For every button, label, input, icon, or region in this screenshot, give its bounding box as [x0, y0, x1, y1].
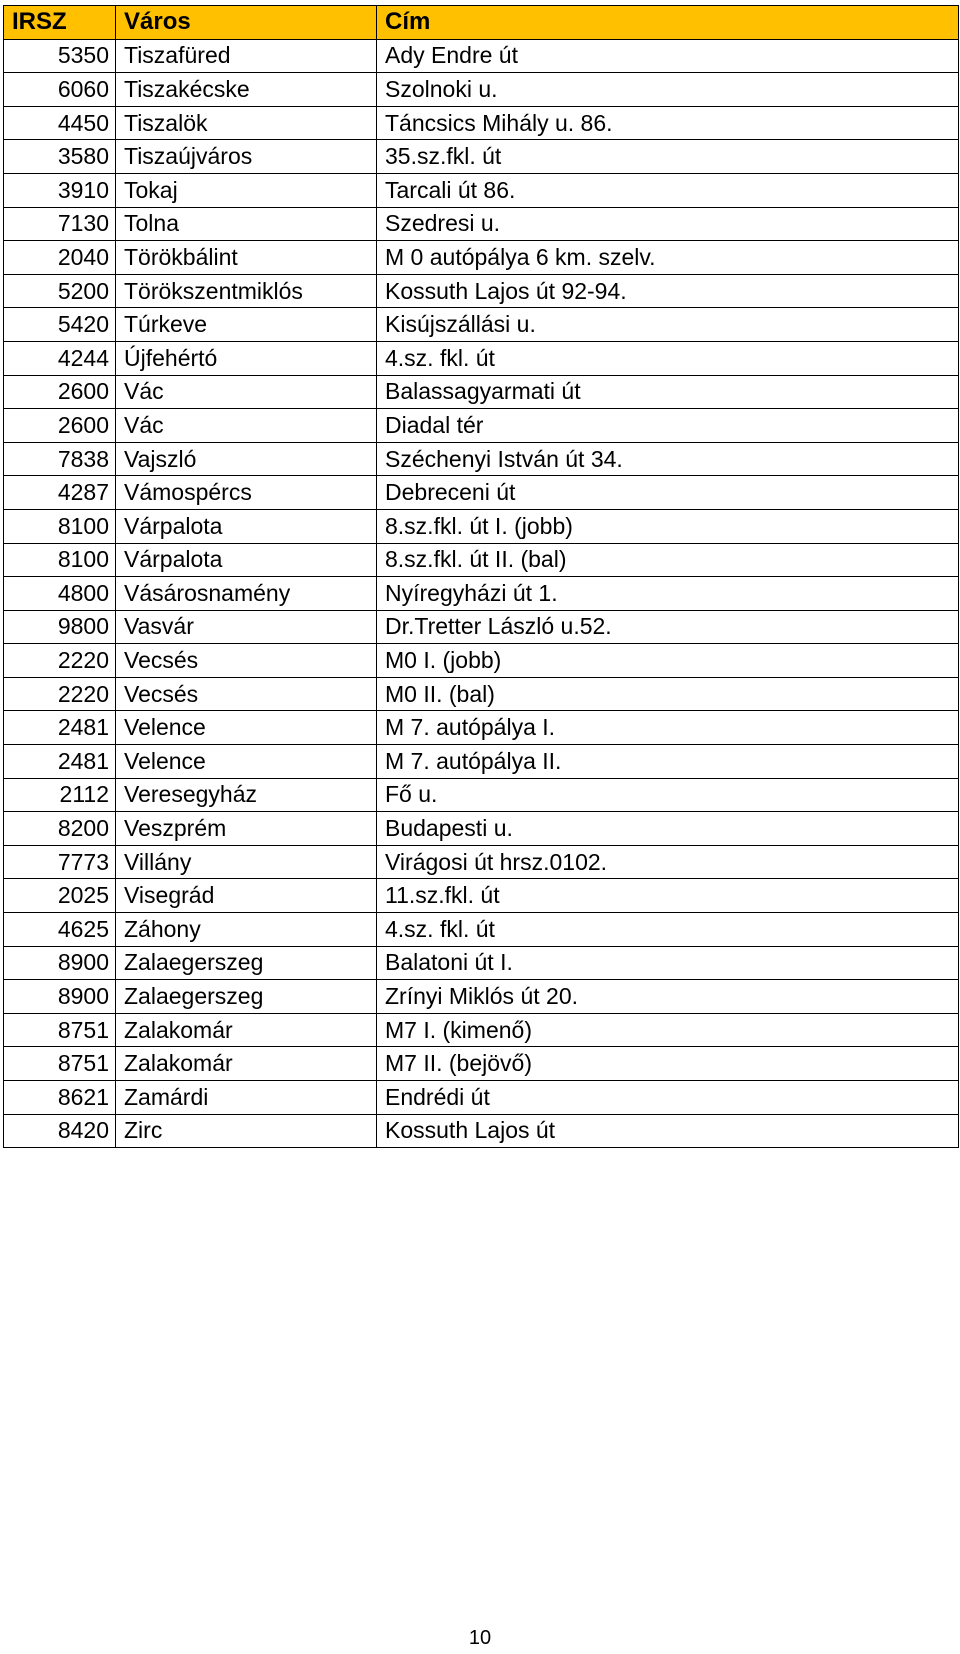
cell-city: Vecsés: [116, 644, 377, 678]
cell-address: Balassagyarmati út: [377, 375, 959, 409]
cell-address: Nyíregyházi út 1.: [377, 577, 959, 611]
table-row: [4, 140, 959, 174]
table-row: [4, 980, 959, 1014]
table-row: [4, 879, 959, 913]
table-row: [4, 241, 959, 275]
table-row: [4, 812, 959, 846]
cell-address: M 0 autópálya 6 km. szelv.: [377, 241, 959, 275]
cell-zip: 9800: [4, 610, 116, 644]
table-row: [4, 778, 959, 812]
cell-city: Záhony: [116, 913, 377, 947]
cell-zip: 2112: [4, 778, 116, 812]
cell-city: Velence: [116, 711, 377, 745]
table-row: [4, 1114, 959, 1148]
cell-city: Tiszalök: [116, 106, 377, 140]
cell-address: Kossuth Lajos út 92-94.: [377, 274, 959, 308]
cell-zip: 8420: [4, 1114, 116, 1148]
cell-address: 8.sz.fkl. út I. (jobb): [377, 509, 959, 543]
cell-address: Táncsics Mihály u. 86.: [377, 106, 959, 140]
cell-city: Tiszafüred: [116, 39, 377, 73]
table-row: [4, 610, 959, 644]
cell-city: Várpalota: [116, 509, 377, 543]
cell-city: Tiszaújváros: [116, 140, 377, 174]
cell-city: Újfehértó: [116, 341, 377, 375]
cell-zip: 3580: [4, 140, 116, 174]
table-row: [4, 375, 959, 409]
table-row: [4, 476, 959, 510]
cell-city: Tiszakécske: [116, 73, 377, 107]
cell-address: 8.sz.fkl. út II. (bal): [377, 543, 959, 577]
cell-zip: 6060: [4, 73, 116, 107]
table-row: [4, 543, 959, 577]
table-body: [4, 39, 959, 1148]
cell-address: M 7. autópálya II.: [377, 745, 959, 779]
table-row: [4, 39, 959, 73]
cell-city: Zalaegerszeg: [116, 946, 377, 980]
cell-city: Törökszentmiklós: [116, 274, 377, 308]
table-row: [4, 745, 959, 779]
cell-city: Túrkeve: [116, 308, 377, 342]
cell-zip: 5350: [4, 39, 116, 73]
table-row: [4, 442, 959, 476]
cell-zip: 4450: [4, 106, 116, 140]
cell-zip: 8751: [4, 1047, 116, 1081]
cell-city: Vác: [116, 375, 377, 409]
cell-address: M0 II. (bal): [377, 677, 959, 711]
table-row: [4, 946, 959, 980]
cell-address: Szolnoki u.: [377, 73, 959, 107]
cell-zip: 4244: [4, 341, 116, 375]
cell-zip: 7773: [4, 845, 116, 879]
cell-zip: 8621: [4, 1081, 116, 1115]
cell-zip: 8200: [4, 812, 116, 846]
table-row: [4, 913, 959, 947]
table-row: [4, 677, 959, 711]
table-row: [4, 509, 959, 543]
cell-address: Tarcali út 86.: [377, 173, 959, 207]
cell-zip: 2481: [4, 745, 116, 779]
table-row: [4, 73, 959, 107]
cell-zip: 4287: [4, 476, 116, 510]
cell-zip: 8751: [4, 1013, 116, 1047]
table-row: [4, 341, 959, 375]
cell-city: Tolna: [116, 207, 377, 241]
cell-zip: 7130: [4, 207, 116, 241]
cell-zip: 2481: [4, 711, 116, 745]
cell-zip: 8100: [4, 509, 116, 543]
cell-address: Debreceni út: [377, 476, 959, 510]
cell-city: Vajszló: [116, 442, 377, 476]
table-row: [4, 173, 959, 207]
cell-address: 4.sz. fkl. út: [377, 341, 959, 375]
cell-address: Széchenyi István út 34.: [377, 442, 959, 476]
cell-zip: 8100: [4, 543, 116, 577]
cell-address: Dr.Tretter László u.52.: [377, 610, 959, 644]
cell-zip: 5420: [4, 308, 116, 342]
cell-zip: 4625: [4, 913, 116, 947]
page-number: 10: [468, 1627, 492, 1649]
cell-zip: 2025: [4, 879, 116, 913]
cell-address: Virágosi út hrsz.0102.: [377, 845, 959, 879]
table-row: [4, 711, 959, 745]
cell-address: M7 II. (bejövő): [377, 1047, 959, 1081]
cell-address: Zrínyi Miklós út 20.: [377, 980, 959, 1014]
cell-city: Vasvár: [116, 610, 377, 644]
cell-city: Zirc: [116, 1114, 377, 1148]
cell-city: Törökbálint: [116, 241, 377, 275]
cell-city: Vác: [116, 409, 377, 443]
cell-zip: 2600: [4, 409, 116, 443]
header-zip: IRSZ: [4, 6, 116, 40]
cell-address: 35.sz.fkl. út: [377, 140, 959, 174]
cell-address: Fő u.: [377, 778, 959, 812]
table-row: [4, 409, 959, 443]
table-row: [4, 207, 959, 241]
table-header: [4, 6, 959, 40]
cell-address: Balatoni út I.: [377, 946, 959, 980]
cell-address: Budapesti u.: [377, 812, 959, 846]
header-row: [4, 6, 959, 40]
cell-address: Kossuth Lajos út: [377, 1114, 959, 1148]
cell-zip: 2220: [4, 677, 116, 711]
cell-address: M 7. autópálya I.: [377, 711, 959, 745]
cell-city: Velence: [116, 745, 377, 779]
cell-zip: 2040: [4, 241, 116, 275]
cell-city: Vásárosnamény: [116, 577, 377, 611]
cell-zip: 8900: [4, 946, 116, 980]
table-row: [4, 577, 959, 611]
header-address: Cím: [377, 6, 959, 40]
cell-zip: 2600: [4, 375, 116, 409]
cell-city: Zalakomár: [116, 1013, 377, 1047]
table-row: [4, 1013, 959, 1047]
cell-zip: 3910: [4, 173, 116, 207]
cell-city: Tokaj: [116, 173, 377, 207]
cell-city: Veszprém: [116, 812, 377, 846]
cell-city: Villány: [116, 845, 377, 879]
cell-city: Veresegyház: [116, 778, 377, 812]
cell-city: Várpalota: [116, 543, 377, 577]
cell-address: Ady Endre út: [377, 39, 959, 73]
table-row: [4, 845, 959, 879]
cell-address: Diadal tér: [377, 409, 959, 443]
table-row: [4, 1081, 959, 1115]
cell-address: M7 I. (kimenő): [377, 1013, 959, 1047]
cell-zip: 2220: [4, 644, 116, 678]
cell-city: Vámospércs: [116, 476, 377, 510]
cell-city: Zalakomár: [116, 1047, 377, 1081]
table-row: [4, 308, 959, 342]
cell-address: Kisújszállási u.: [377, 308, 959, 342]
table-row: [4, 106, 959, 140]
cell-zip: 7838: [4, 442, 116, 476]
table-row: [4, 1047, 959, 1081]
cell-address: 4.sz. fkl. út: [377, 913, 959, 947]
cell-address: Endrédi út: [377, 1081, 959, 1115]
cell-zip: 8900: [4, 980, 116, 1014]
table-row: [4, 274, 959, 308]
cell-address: M0 I. (jobb): [377, 644, 959, 678]
cell-city: Zalaegerszeg: [116, 980, 377, 1014]
cell-city: Visegrád: [116, 879, 377, 913]
cell-zip: 4800: [4, 577, 116, 611]
address-table: [3, 5, 959, 1148]
cell-city: Zamárdi: [116, 1081, 377, 1115]
cell-address: Szedresi u.: [377, 207, 959, 241]
table-row: [4, 644, 959, 678]
header-city: Város: [116, 6, 377, 40]
cell-zip: 5200: [4, 274, 116, 308]
cell-city: Vecsés: [116, 677, 377, 711]
cell-address: 11.sz.fkl. út: [377, 879, 959, 913]
